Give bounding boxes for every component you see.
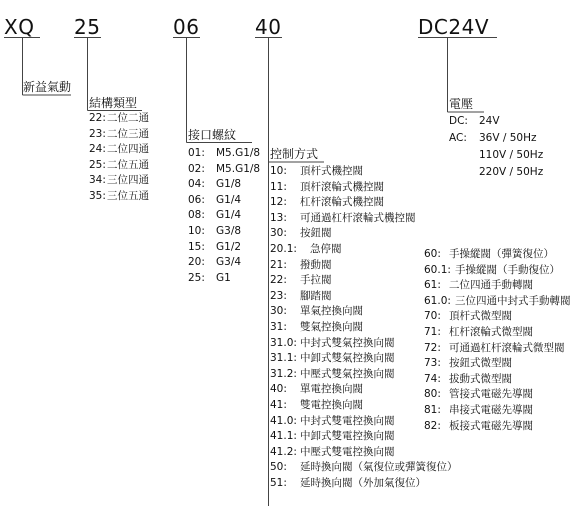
list-item: 40: 單電控換向閥 (270, 383, 363, 396)
list-item: 30: 單氣控換向閥 (270, 305, 363, 318)
list-item: 25: G1 (188, 271, 231, 284)
list-item: 74: 拔動式微型閥 (424, 372, 512, 385)
list-item: 73: 按鈕式微型閥 (424, 357, 512, 370)
list-item: 41: 雙電控換向閥 (270, 398, 363, 411)
list-item: 31.2: 中壓式雙氣控換向閥 (270, 367, 395, 380)
list-item: 22: 手拉閥 (270, 274, 332, 287)
list-item: AC: 36V / 50Hz (449, 132, 537, 144)
list-item: 80: 管接式電磁先導閥 (424, 388, 533, 401)
control-code: 40 (255, 15, 282, 39)
list-item: 06: G1/4 (188, 193, 242, 206)
port-list (188, 146, 260, 286)
list-item: 10: 頂杆式機控閥 (270, 165, 363, 177)
list-item: 04: G1/8 (188, 178, 242, 191)
list-item: 22: 二位二通 (89, 112, 149, 124)
list-item: 20: G3/4 (188, 256, 242, 269)
voltage-list (449, 113, 543, 181)
control-list-right (424, 247, 571, 434)
port-code: 06 (173, 15, 200, 39)
list-item: 12: 杠杆滾輪式機控閥 (270, 196, 384, 209)
list-item: 71: 杠杆滾輪式微型閥 (424, 325, 533, 338)
list-item: 25: 二位五通 (89, 158, 149, 171)
list-item: 81: 串接式電磁先導閥 (424, 403, 533, 416)
list-item: 41.1: 中卸式雙電控換向閥 (270, 430, 395, 443)
list-item: DC: 24V (449, 115, 500, 127)
list-item: 24: 二位四通 (89, 143, 149, 156)
list-item: 72: 可通過杠杆滾輪式微型閥 (424, 341, 565, 354)
list-item: 70: 頂杆式微型閥 (424, 310, 512, 323)
list-item: 01: M5.G1/8 (188, 147, 261, 159)
list-item: 21: 撥動閥 (270, 258, 332, 271)
structure-code: 25 (74, 15, 101, 39)
series-code: XQ (4, 15, 35, 39)
series-heading: 新益氣動 (23, 80, 72, 94)
list-item: 23: 二位三通 (89, 127, 149, 140)
voltage-heading: 電壓 (449, 97, 474, 111)
list-item: 30: 按鈕閥 (270, 227, 332, 240)
port-heading: 接口螺紋 (188, 128, 237, 142)
list-item: 61.0: 三位四通中封式手動轉閥 (424, 294, 571, 307)
list-item: 10: G3/8 (188, 224, 242, 237)
list-item: 41.2: 中壓式雙電控換向閥 (270, 445, 395, 458)
list-item: 82: 板接式電磁先導閥 (424, 419, 533, 432)
list-item: 35: 三位五通 (89, 189, 149, 202)
list-item: 34: 三位四通 (89, 174, 149, 187)
list-item: 60: 手操縱閥（彈簧復位） (424, 248, 554, 260)
list-item: 08: G1/4 (188, 209, 242, 222)
list-item: 13: 可通過杠杆滾輪式機控閥 (270, 211, 416, 224)
list-item: 60.1: 手操縱閥（手動復位） (424, 263, 560, 276)
list-item: 31.1: 中卸式雙氣控換向閥 (270, 352, 395, 365)
structure-list (89, 111, 149, 205)
list-item: 51: 延時換向閥（外加氣復位） (270, 476, 426, 489)
control-heading: 控制方式 (270, 147, 319, 161)
list-item: 11: 頂杆滾輪式機控閥 (270, 180, 384, 193)
list-item: 61: 二位四通手動轉閥 (424, 279, 533, 292)
list-item: 02: M5.G1/8 (188, 162, 261, 175)
list-item: 31: 雙氣控換向閥 (270, 320, 363, 333)
list-item: 31.0: 中封式雙氣控換向閥 (270, 336, 395, 349)
voltage-code: DC24V (418, 15, 489, 39)
structure-heading: 結構類型 (89, 96, 138, 110)
list-item: 20.1: 急停閥 (270, 242, 342, 255)
list-item: 41.0: 中封式雙電控換向閥 (270, 414, 395, 427)
list-item: 23: 腳踏閥 (270, 289, 332, 302)
list-item: 50: 延時換向閥（氣復位或彈簧復位） (270, 461, 458, 474)
list-item: 220V / 50Hz (479, 166, 544, 178)
list-item: 15: G1/2 (188, 240, 242, 253)
list-item: 110V / 50Hz (479, 149, 544, 161)
